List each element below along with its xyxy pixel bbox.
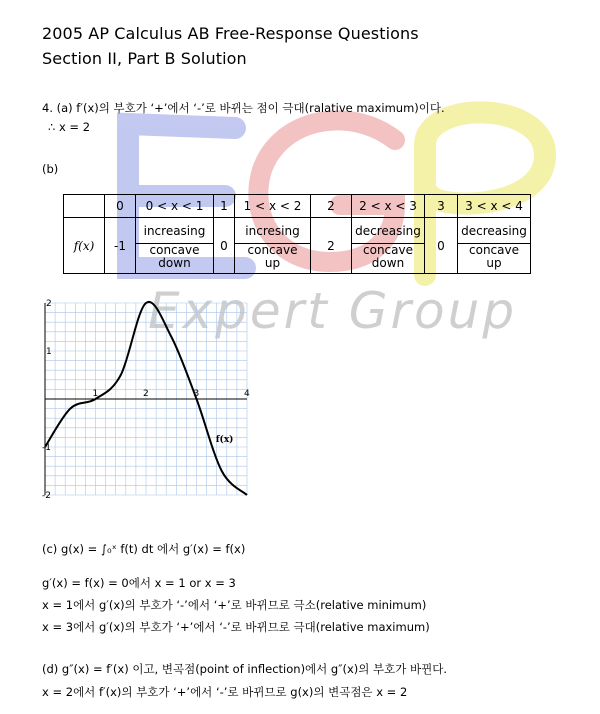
- curve-label: f(x): [215, 435, 234, 446]
- document-title: 2005 AP Calculus AB Free-Response Questions: [42, 24, 419, 43]
- y-tick-label: 1: [46, 347, 52, 357]
- x-tick-label: 4: [244, 389, 250, 399]
- table-header-cell: 2 < x < 3: [352, 195, 425, 218]
- part-a-line-1: 4. (a) f′(x)의 부호가 ‘+’에서 ‘-’로 바뀌는 점이 극대(ralative maximum)이다.: [42, 101, 445, 115]
- function-graph: [42, 297, 251, 500]
- part-d-line-1: (d) g″(x) = f′(x) 이고, 변곡점(point of inflection)에서 g″(x)의 부호가 바뀐다.: [42, 662, 448, 676]
- table-point-value: 0: [214, 218, 235, 274]
- table-header-cell: 1 < x < 2: [235, 195, 311, 218]
- table-header-cell: [64, 195, 105, 218]
- table-point-value: -1: [105, 218, 136, 274]
- part-c-line-1: (c) g(x) = ∫₀ˣ f(t) dt 에서 g′(x) = f(x): [42, 542, 246, 556]
- table-header-cell: 1: [214, 195, 235, 218]
- table-interval-cell: incresing concave up: [235, 218, 311, 274]
- table-point-value: 0: [425, 218, 458, 274]
- table-value-row: [64, 218, 531, 274]
- part-c-line-3: x = 1에서 g′(x)의 부호가 ‘-’에서 ‘+’로 바뀌므로 극소(relative minimum): [42, 598, 427, 612]
- sign-table: [63, 194, 531, 274]
- document-subtitle: Section II, Part B Solution: [42, 49, 247, 68]
- watermark-text: Expert Group: [148, 282, 518, 340]
- x-tick-label: 2: [143, 389, 149, 399]
- table-header-cell: 0 < x < 1: [136, 195, 214, 218]
- part-c-line-4: x = 3에서 g′(x)의 부호가 ‘+’에서 ‘-’로 바뀌므로 극대(relative maximum): [42, 620, 430, 634]
- x-tick-label: 1: [92, 389, 99, 399]
- table-interval-cell: increasing concave down: [136, 218, 214, 274]
- part-a-line-2: ∴ x = 2: [48, 120, 91, 134]
- y-tick-label: 2: [46, 299, 52, 309]
- table-header-cell: 3: [425, 195, 458, 218]
- part-b-label: (b): [42, 162, 59, 176]
- y-tick-label: -1: [42, 443, 51, 453]
- table-interval-cell: decreasing concave up: [458, 218, 531, 274]
- part-d-line-2: x = 2에서 f′(x)의 부호가 ‘+’에서 ‘-’로 바뀌므로 g(x)의 변곡점은 x = 2: [42, 685, 408, 699]
- table-row-label: f(x): [64, 218, 105, 274]
- y-tick-label: -2: [42, 491, 51, 500]
- table-header-cell: 3 < x < 4: [458, 195, 531, 218]
- table-header-row: [64, 195, 531, 218]
- table-header-cell: 0: [105, 195, 136, 218]
- part-c-line-2: g′(x) = f(x) = 0에서 x = 1 or x = 3: [42, 576, 236, 590]
- table-header-cell: 2: [311, 195, 352, 218]
- table-point-value: 2: [311, 218, 352, 274]
- table-interval-cell: decreasing concave down: [352, 218, 425, 274]
- x-tick-label: 3: [193, 389, 200, 399]
